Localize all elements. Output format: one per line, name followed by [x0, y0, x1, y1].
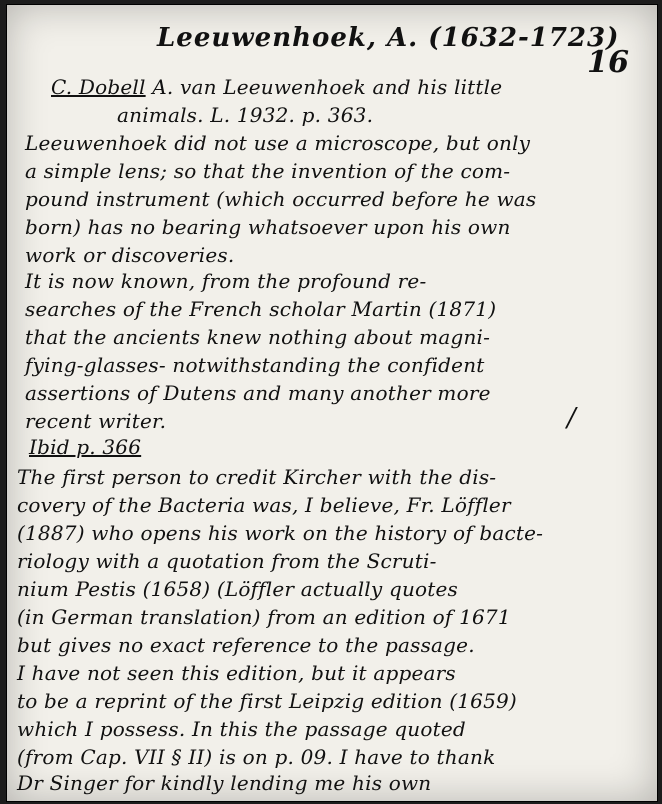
para2-line-7: but gives no exact reference to the passage.: [17, 633, 475, 657]
para1-line-2: a simple lens; so that the invention of the com-: [25, 159, 511, 183]
para2-line-5: nium Pestis (1658) (Löffler actually quotes: [17, 577, 459, 601]
para2-line-8: I have not seen this edition, but it appears: [17, 661, 456, 685]
reference-title: A. van Leeuwenhoek and his little: [152, 75, 503, 99]
para2-line-2: covery of the Bacteria was, I believe, Fr. Löffler: [17, 493, 511, 517]
para2-line-1: The first person to credit Kircher with the dis-: [17, 465, 497, 489]
reference-line-1: [51, 75, 502, 99]
para2-line-10: which I possess. In this the passage quoted: [17, 717, 466, 741]
para1-line-11: recent writer.: [25, 409, 167, 433]
index-card: [6, 4, 658, 802]
reference-line-2: animals. L. 1932. p. 363.: [117, 103, 374, 127]
para1-line-4: born) has no bearing whatsoever upon his own: [25, 215, 511, 239]
para1-line-9: fying-glasses- notwithstanding the confident: [25, 353, 485, 377]
para1-line-8: that the ancients knew nothing about magni-: [25, 325, 491, 349]
card-title: Leeuwenhoek, A. (1632-1723): [157, 23, 620, 53]
corner-mark: 16: [587, 45, 630, 80]
para2-line-12: Dr Singer for kindly lending me his own: [17, 771, 432, 795]
para2-line-9: to be a reprint of the first Leipzig edition (1659): [17, 689, 517, 713]
para1-line-6: It is now known, from the profound re-: [25, 269, 427, 293]
para1-line-7: searches of the French scholar Martin (1871): [25, 297, 497, 321]
para1-line-3: pound instrument (which occurred before he was: [25, 187, 537, 211]
tick-mark: /: [567, 403, 576, 433]
ibid-heading: Ibid p. 366: [29, 435, 142, 459]
para1-line-1: Leeuwenhoek did not use a microscope, but only: [25, 131, 531, 155]
para2-line-11: (from Cap. VII § II) is on p. 09. I have to thank: [17, 745, 496, 769]
reference-author: C. Dobell: [51, 75, 146, 99]
para2-line-6: (in German translation) from an edition of 1671: [17, 605, 511, 629]
para1-line-5: work or discoveries.: [25, 243, 235, 267]
para2-line-3: (1887) who opens his work on the history of bacte-: [17, 521, 544, 545]
para1-line-10: assertions of Dutens and many another more: [25, 381, 491, 405]
para2-line-4: riology with a quotation from the Scruti-: [17, 549, 437, 573]
